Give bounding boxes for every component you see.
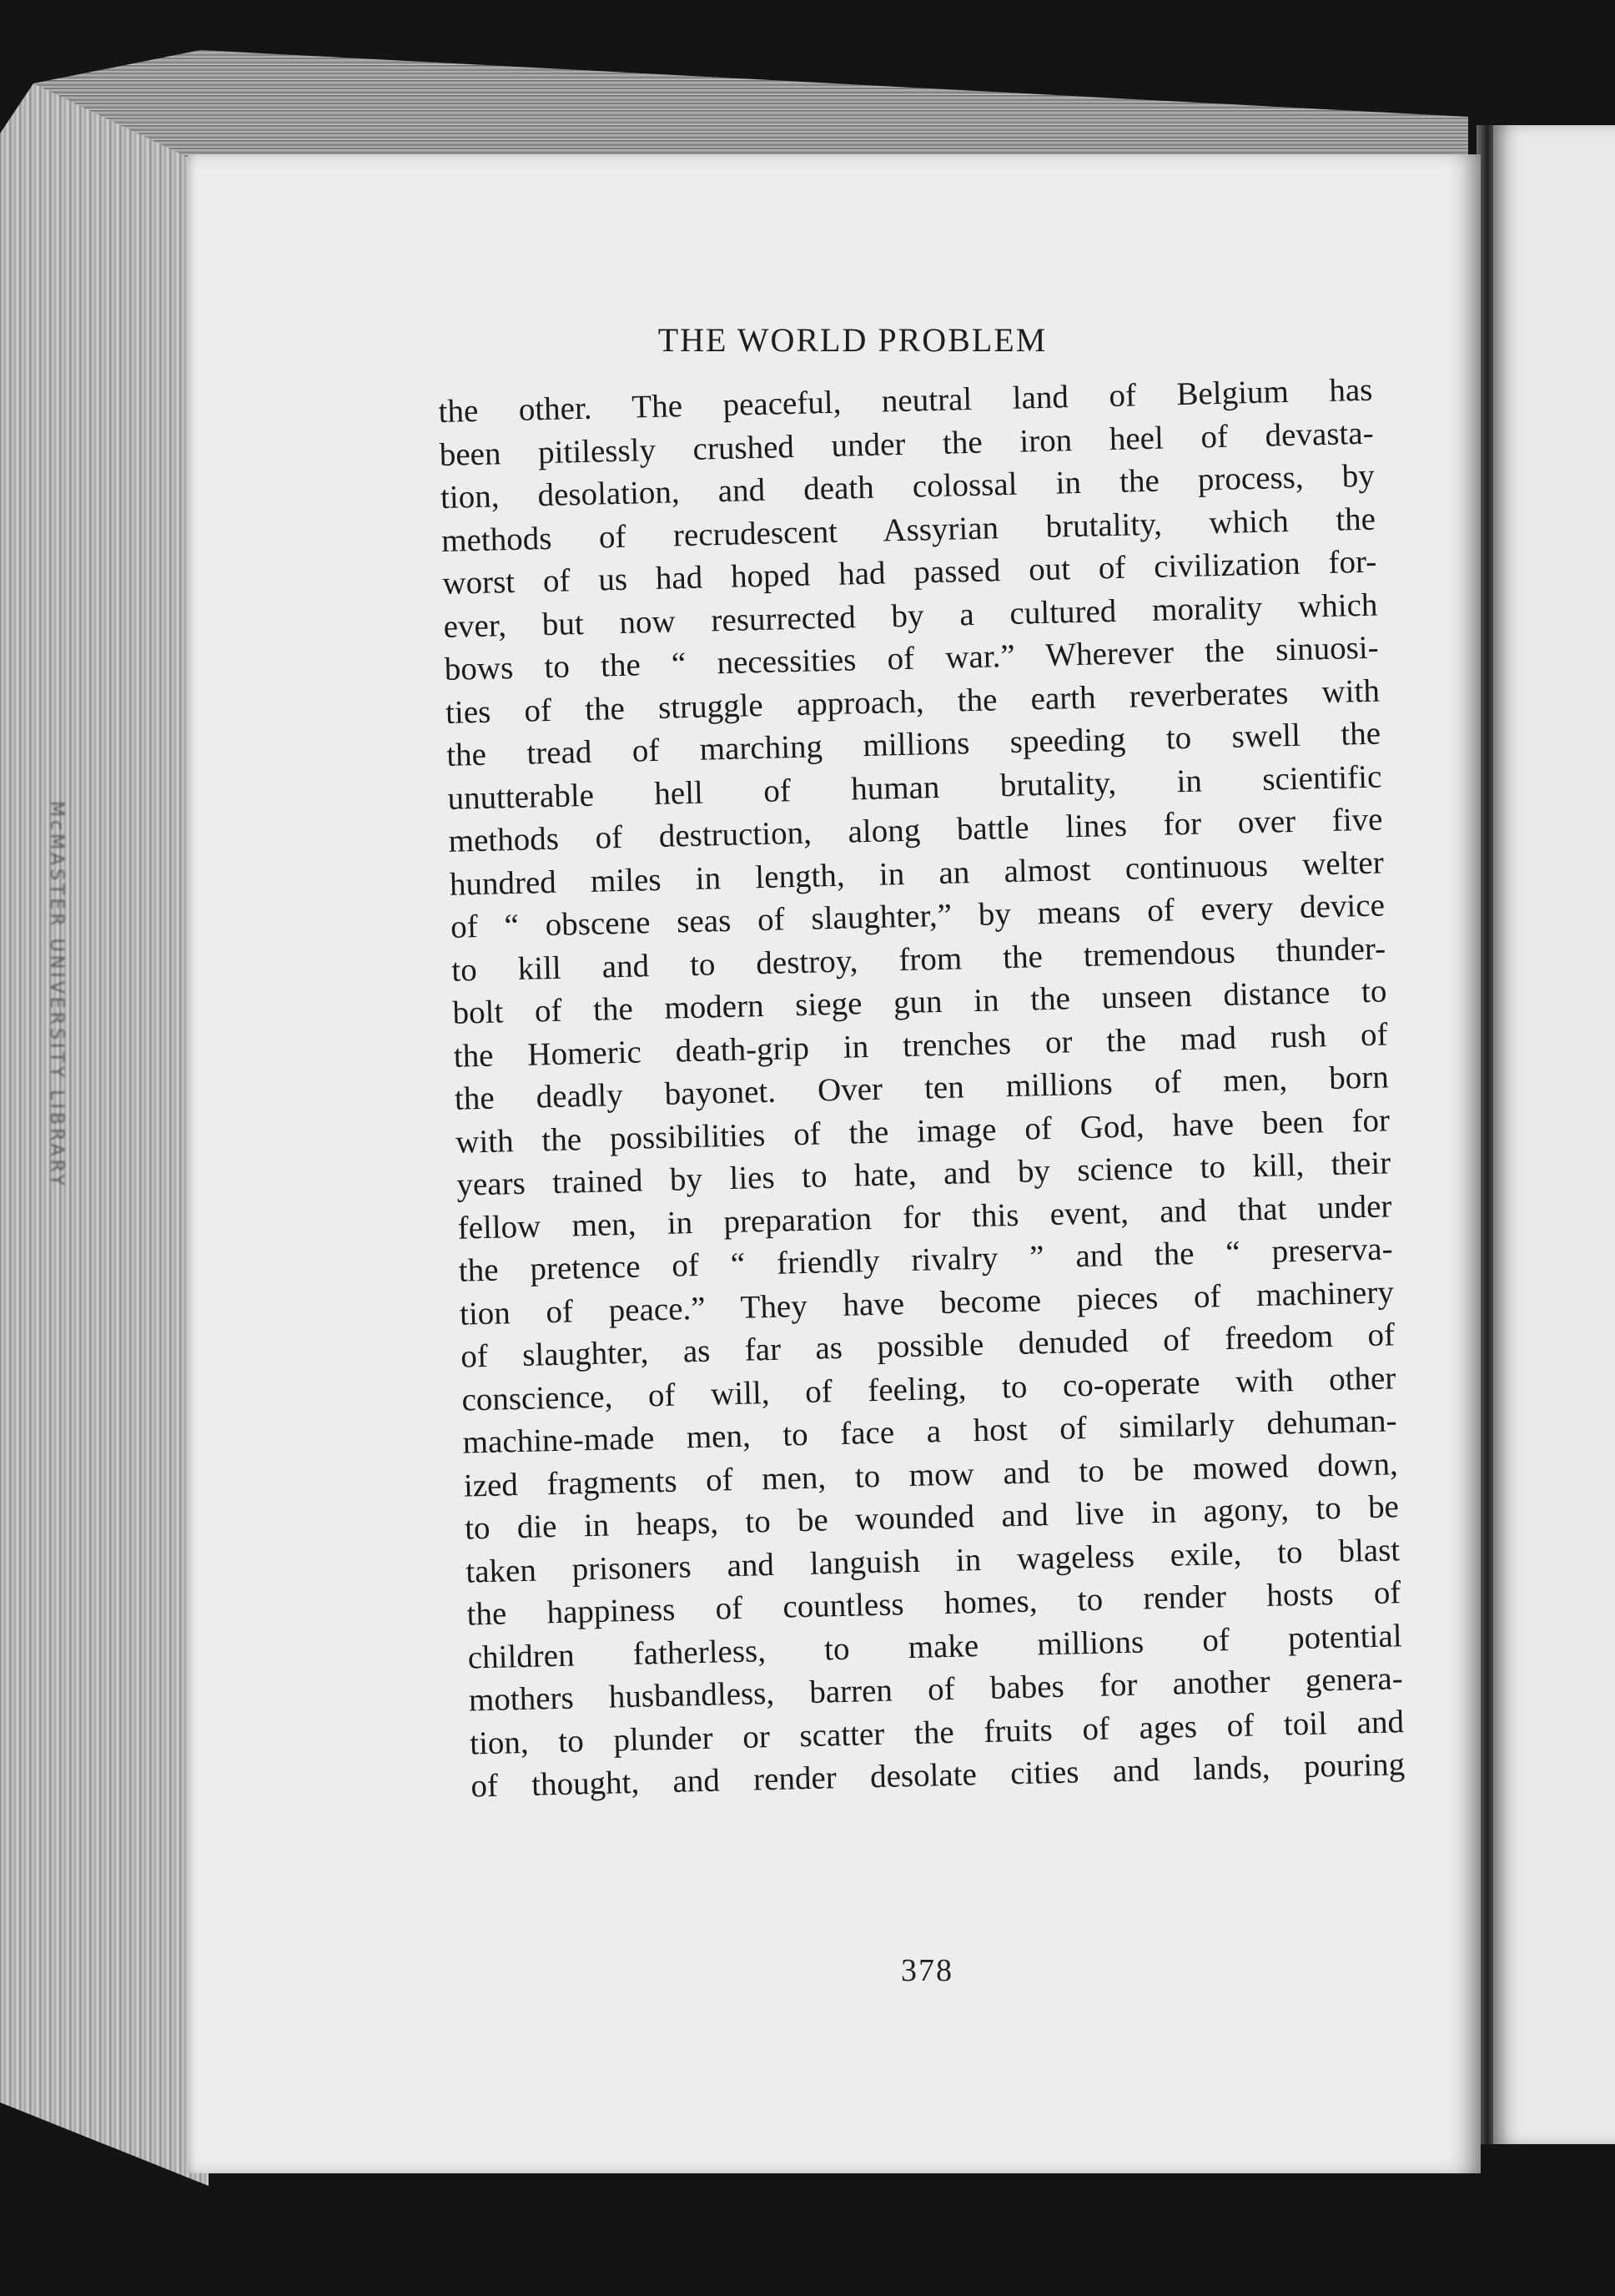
text-line: children fatherless, to make millions of potential — [467, 1617, 1402, 1676]
text-line: the Homeric death-grip in trenches or the mad rush of — [453, 1015, 1388, 1075]
text-line: machine-made men, to face a host of similarly dehuman- — [462, 1402, 1397, 1461]
page-stack-edge — [0, 50, 209, 2186]
page-number: 378 — [901, 1953, 953, 1988]
text-line: the tread of marching millions speeding to swell the — [445, 715, 1381, 773]
running-head: THE WORLD PROBLEM — [657, 321, 1048, 359]
text-line: ever, but now resurrected by a cultured morality which — [443, 587, 1378, 645]
text-line: the pretence of “ friendly rivalry ” and the “ preserva- — [458, 1231, 1394, 1289]
text-line: with the possibilities of the image of God, have been for — [455, 1101, 1391, 1161]
text-line: hundred miles in length, in an almost continuous welter — [449, 843, 1385, 903]
text-line: methods of recrudescent Assyrian brutality, which the — [440, 501, 1376, 559]
text-line: mothers husbandless, barren of babes for another genera- — [468, 1660, 1404, 1719]
text-line: of slaughter, as far as possible denuded of freedom of — [460, 1317, 1396, 1375]
text-line: ized fragments of men, to mow and to be mowed down, — [463, 1445, 1399, 1504]
text-line: tion of peace.” They have become pieces of machinery — [459, 1273, 1395, 1332]
text-line: tion, desolation, and death colossal in the process, by — [440, 457, 1376, 516]
text-line: methods of destruction, along battle lines for over five — [448, 801, 1383, 859]
text-line: years trained by lies to hate, and by science to kill, their — [455, 1145, 1391, 1203]
text-line: ties of the struggle approach, the earth reverberates with — [445, 672, 1381, 731]
text-line: fellow men, in preparation for this event, and that under — [457, 1187, 1392, 1246]
text-line: been pitilessly crushed under the iron heel of devasta- — [439, 415, 1375, 473]
body-text — [438, 369, 1406, 1808]
text-line: the happiness of countless homes, to render hosts of — [466, 1574, 1401, 1633]
text-line: bolt of the modern siege gun in the unseen distance to — [452, 973, 1387, 1031]
text-line: worst of us had hoped had passed out of civilization for- — [441, 543, 1377, 602]
text-line: the other. The peaceful, neutral land of Belgium has — [438, 371, 1373, 430]
text-line: unutterable hell of human brutality, in scientific — [447, 758, 1382, 817]
text-line: to kill and to destroy, from the tremendous thunder- — [450, 929, 1386, 989]
text-line: to die in heaps, to be wounded and live in agony, to be — [464, 1488, 1400, 1547]
library-stamp: McMASTER UNIVERSITY LIBRARY — [46, 801, 67, 1189]
text-line: of thought, and render desolate cities and lands, pouring — [470, 1746, 1406, 1805]
text-line: taken prisoners and languish in wageless exile, to blast — [465, 1531, 1401, 1590]
text-line: conscience, of will, of feeling, to co-operate with other — [461, 1359, 1396, 1418]
facing-page — [1493, 125, 1615, 2144]
text-line: tion, to plunder or scatter the fruits of ages of toil and — [469, 1703, 1405, 1762]
text-line: bows to the “ necessities of war.” Wherever the sinuosi- — [444, 629, 1380, 687]
text-line: the deadly bayonet. Over ten millions of men, born — [454, 1059, 1390, 1117]
text-line: of “ obscene seas of slaughter,” by means of every device — [450, 887, 1386, 945]
